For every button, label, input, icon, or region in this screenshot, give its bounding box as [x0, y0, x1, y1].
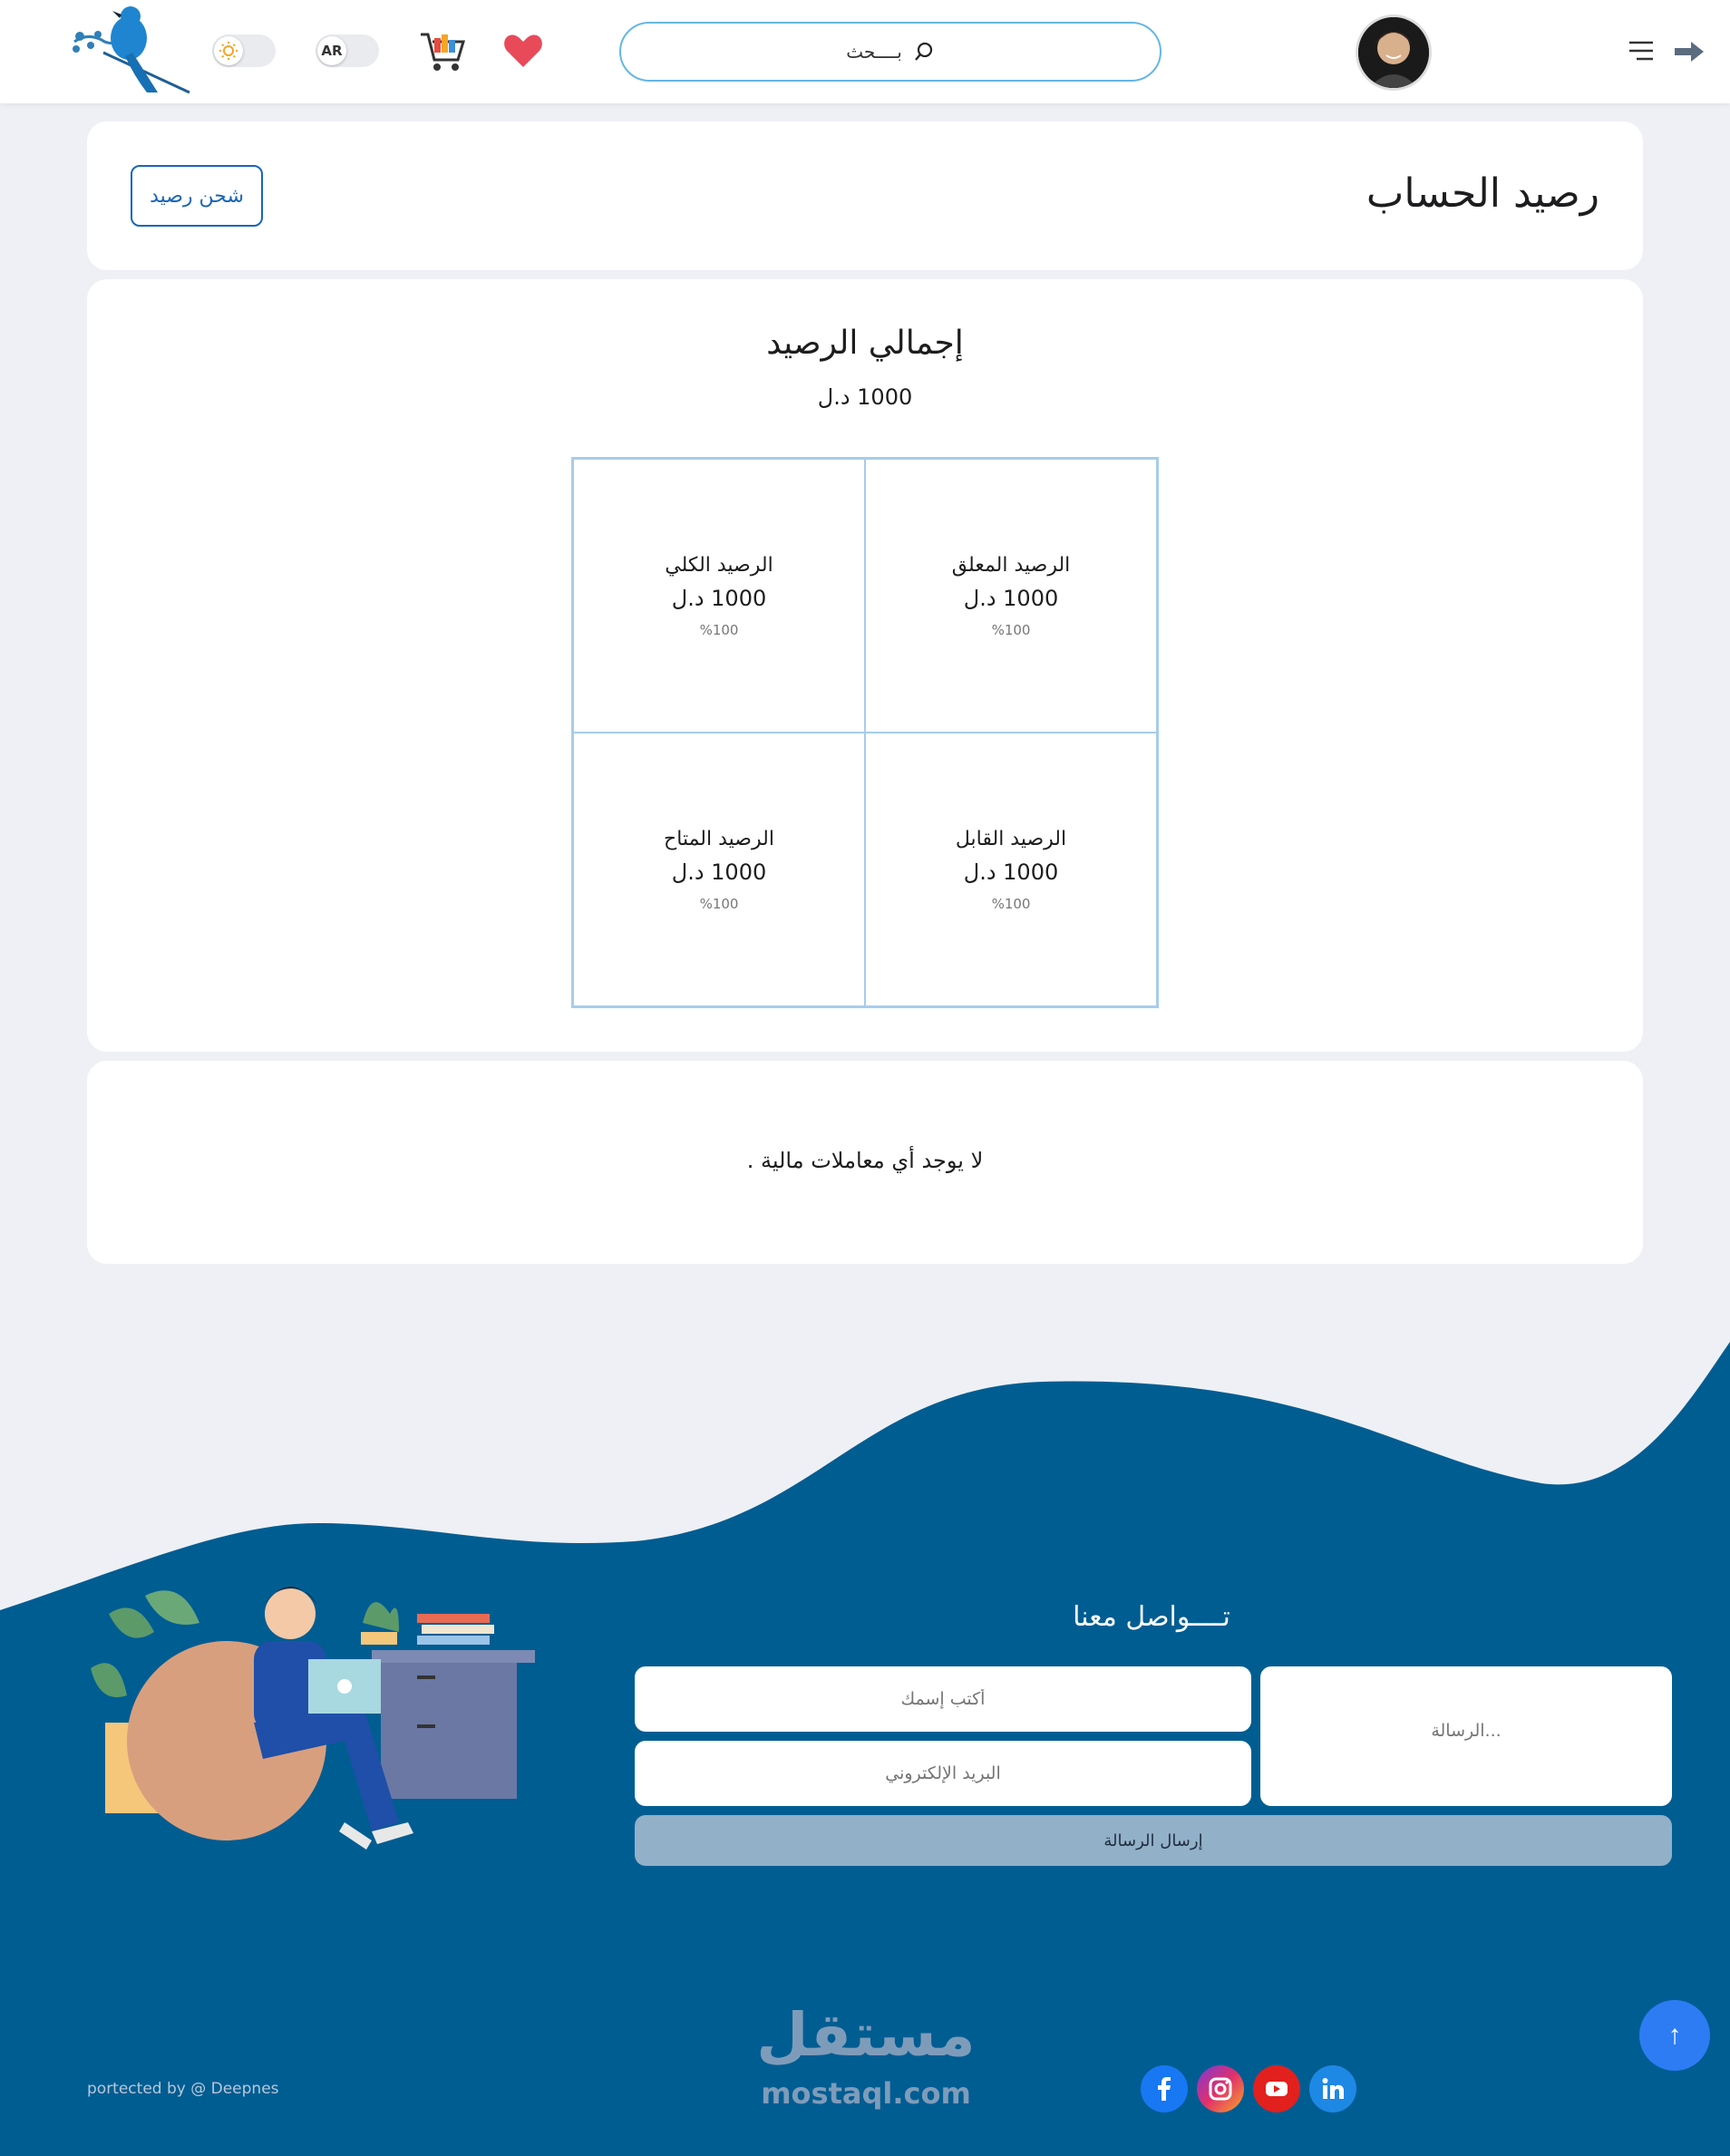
balance-header-card: [87, 121, 1643, 270]
balance-cell-value: 1000 د.ل: [671, 585, 767, 611]
top-header: [0, 0, 1730, 103]
balance-cell-value: 1000 د.ل: [963, 585, 1059, 611]
total-balance-title: إجمالي الرصيد: [766, 325, 964, 362]
balance-cell-percent: %100: [991, 895, 1031, 912]
bird-logo-icon[interactable]: [67, 5, 194, 96]
contact-title: تــــواصل معنا: [1073, 1601, 1230, 1633]
transactions-card: [87, 1061, 1643, 1264]
name-input[interactable]: [635, 1666, 1251, 1732]
cart-icon[interactable]: [419, 29, 466, 74]
balance-cell-pending: [865, 459, 1157, 733]
theme-toggle[interactable]: [212, 34, 276, 67]
menu-icon[interactable]: [1628, 40, 1655, 62]
sun-icon: [214, 36, 243, 65]
arrow-right-icon[interactable]: [1673, 40, 1706, 63]
balance-cell-available: [573, 733, 865, 1006]
balance-summary-card: [87, 279, 1643, 1052]
facebook-icon[interactable]: [1141, 2065, 1188, 2112]
balance-cell-label: الرصيد المتاح: [664, 827, 774, 850]
scroll-to-top-button[interactable]: ↑: [1639, 2000, 1710, 2071]
balance-cell-value: 1000 د.ل: [671, 859, 767, 885]
balance-cell-percent: %100: [699, 621, 739, 638]
balance-cell-withdrawable: [865, 733, 1157, 1006]
page-title: رصيد الحساب: [1366, 170, 1599, 217]
language-label: AR: [317, 36, 346, 65]
avatar[interactable]: [1356, 15, 1432, 91]
instagram-icon[interactable]: [1197, 2065, 1244, 2112]
language-toggle[interactable]: [316, 34, 379, 67]
balance-cell-label: الرصيد الكلي: [665, 553, 773, 577]
send-message-button[interactable]: إرسال الرسالة: [635, 1815, 1672, 1866]
search-icon[interactable]: [913, 41, 935, 63]
total-balance-value: 1000 د.ل: [817, 384, 913, 410]
balance-cell-total: [573, 459, 865, 733]
person-with-laptop-illustration: [73, 1559, 562, 1868]
charge-balance-button[interactable]: شحن رصيد: [131, 165, 263, 227]
balance-cell-label: الرصيد المعلق: [951, 553, 1071, 577]
balance-cell-percent: %100: [699, 895, 739, 912]
empty-transactions-message: لا يوجد أي معاملات مالية .: [746, 1148, 984, 1173]
search-input[interactable]: بــــحث: [846, 41, 902, 63]
heart-icon[interactable]: [501, 31, 545, 71]
linkedin-icon[interactable]: [1309, 2065, 1356, 2112]
balance-cell-value: 1000 د.ل: [963, 859, 1059, 885]
search-box[interactable]: [619, 22, 1161, 82]
watermark-logo-arabic: مستقل: [756, 2000, 976, 2070]
protected-by-text: portected by @ Deepnes: [87, 2080, 279, 2098]
balance-grid: [571, 457, 1159, 1008]
watermark-logo-english: mostaql.com: [761, 2076, 971, 2111]
message-textarea[interactable]: [1260, 1666, 1672, 1806]
email-input[interactable]: [635, 1741, 1251, 1806]
balance-cell-percent: %100: [991, 621, 1031, 638]
balance-cell-label: الرصيد القابل: [955, 827, 1067, 850]
youtube-icon[interactable]: [1253, 2065, 1300, 2112]
